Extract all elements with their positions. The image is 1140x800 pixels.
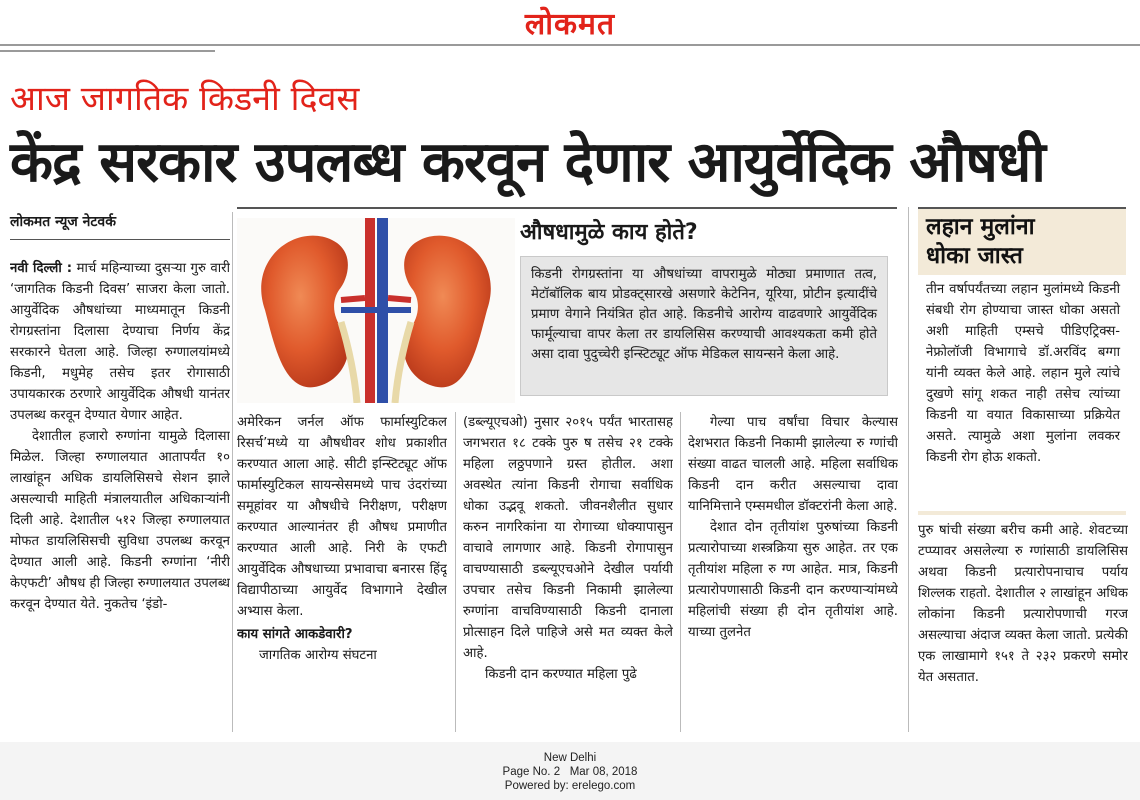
article-column-3 [463, 412, 673, 732]
sidebox [918, 207, 1126, 515]
photo-top-rule [237, 207, 897, 209]
column-divider [680, 412, 681, 732]
masthead-rule-short [0, 50, 215, 52]
article-paragraph: अमेरिकन जर्नल ऑफ फार्मास्युटिकल रिसर्च’मध्ये या औषधीवर शोध प्रकाशीत करण्यात आला आहे. सीटी इन्स्टिट्यूट ऑफ फार्मास्युटिकल सायन्सेसमध्ये पाच उंदरांच्या समूहांवर या औषधीचे निरीक्षण, परीक्षण करण्यात आल्यानंतर ही औषध प्रमाणीत करण्यात आली आहे. निरी के एफटी आयुर्वेदिक औषधाच्या प्रभावाचा बनारस हिंदू विद्यापीठाच्या आयुर्वेद विभागाने देखील अभ्यास केला. [237, 415, 447, 619]
article-paragraph: पुरु षांची संख्या बरीच कमी आहे. शेवटच्या टप्प्यावर असलेल्या रु ग्णांसाठी डायलिसिस अथवा किडनी प्रत्यारोपनाचाच पर्याय शिल्लक राहतो. देशातील २ लाखांहून अधिक लोकांना किडनी प्रत्यारोपणाची गरज असल्याचा अंदाज व्यक्त केला जातो. प्रत्येकी एक लाखामागे १५१ ते २३२ प्रकरणे समोर येत असतात. [918, 523, 1128, 685]
footer-city: New Delhi [543, 752, 597, 764]
column-divider [908, 207, 909, 732]
infobox-title: औषधामुळे काय होते? [520, 220, 698, 245]
article-kicker: आज जागतिक किडनी दिवस [10, 79, 360, 119]
kidney-icon [237, 218, 515, 403]
masthead-rule [0, 44, 1140, 46]
article-byline: लोकमत न्यूज नेटवर्क [10, 212, 230, 240]
paragraph-text: मार्च महिन्याच्या दुसऱ्या गुरु वारी ‘जागतिक किडनी दिवस’ साजरा केला जातो. आयुर्वेदिक औषधांच्या माध्यमातून किडनी रोगग्रस्तांना दिलासा देण्याचा निर्णय केंद्र सरकारने घेतला आहे. जिल्हा रुग्णालयांमध्ये किडनी, मधुमेह तसेच इतर रोगासाठी उपायकारक ठरणारे आयुर्वेदिक औषधी यानंतर उपलब्ध करवून देण्यात येणार आहेत. [10, 261, 230, 423]
sidebox-title-line: लहान मुलांना [926, 214, 1035, 240]
article-column-5 [918, 520, 1128, 735]
infobox-body: किडनी रोगग्रस्तांना या औषधांच्या वापरामुळे मोठ्या प्रमाणात तत्व, मेटॉबॉलिक बाय प्रोडक्ट्सारखे असणारे केटेनिन, यूरिया, प्रोटीन इत्यादींचे प्रमाण वेगाने नियंत्रित होत आहे. किडनीचे आरोग्य वाढवणारे आयुर्वेदिक फार्मूल्याचा वापर केला तर डायलिसिस करण्याची आवश्यकता कमी होते असा दावा पुदुच्चेरी इन्स्टिट्यूट ऑफ मेडिकल सायन्सने केला आहे. [531, 267, 877, 362]
footer-powered-by: Powered by: erelego.com [504, 780, 636, 792]
article-column-1 [10, 258, 230, 758]
article-paragraph: जागतिक आरोग्य संघटना [259, 648, 377, 663]
masthead-logo: लोकमत [524, 7, 616, 42]
article-column-4 [688, 412, 898, 732]
kidney-illustration [237, 218, 515, 403]
article-subheading: काय सांगते आकडेवारी? [237, 627, 353, 642]
sidebox-body: तीन वर्षापर्यंतच्या लहान मुलांमध्ये किडनी संबधी रोग होण्याचा जास्त धोका असतो अशी माहिती एम्सचे पीडिएट्रिक्स-नेफ्रोलॉजी विभागाचे डॉ.अरविंद बग्गा यांनी व्यक्त केले आहे. लहान मुले त्यांचे दुखणे सांगू शकत नाही तसेच त्यांच्या किडनी या वयात विकासाच्या प्रक्रियेत असते. त्यामुळे अशा मुलांना लवकर किडनी रोग होऊ शकतो. [918, 275, 1126, 511]
article-paragraph: देशात दोन तृतीयांश पुरुषांच्या किडनी प्रत्यारोपाच्या शस्त्रक्रिया सुरु आहेत. तर एक तृतीयांश महिला रु ग्ण आहेत. मात्र, किडनी प्रत्यारोपणासाठी किडनी दान करण्याऱ्यांमध्ये महिलांची संख्या ही दोन तृतीयांश आहे. याच्या तुलनेत [688, 520, 898, 640]
column-divider [455, 412, 456, 732]
column-divider [232, 212, 233, 732]
dateline: नवी दिल्ली : [10, 261, 72, 276]
article-paragraph: देशातील हजारो रुग्णांना यामुळे दिलासा मिळेल. जिल्हा रुग्णालयात आतापर्यंत १० लाखांहून अधिक डायलिसिसचे सेशन झाले असल्याची माहिती मंत्रालयातील अधिकाऱ्यांनी दिली आहे. देशातील ५१२ जिल्हा रुग्णालयात मोफत डायलिसिसची सुविधा उपलब्ध करवून देण्यात आली आहे. किडनी रुग्णांना ‘नीरी केएफटी’ औषध ही जिल्हा रुग्णालयात उपलब्ध करवून देण्यात येते. नुकतेच ‘इंडो- [10, 429, 230, 612]
article-paragraph: (डब्ल्यूएचओ) नुसार २०१५ पर्यंत भारतासह जगभरात १८ टक्के पुरु ष तसेच २१ टक्के महिला लठ्ठपणाने ग्रस्त होतील. अशा अवस्थेत त्यांना किडनी रोगाचा सर्वाधिक धोका उद्भवू शकतो. जीवनशैलीत सुधार करुन नागरिकांना या रोगाच्या धोक्यापासुन वाचावे लागणार आहे. किडनी रोगापासुन वाचण्यासाठी डब्ल्यूएचओने देखील पर्यायी उपचार तसेच किडनी निकामी झालेल्या रुग्णांना वाचविण्यासाठी किडनी दानाला प्रोत्साहन दिले पाहिजे असे मत व्यक्त केले आहे. [463, 415, 673, 661]
article-paragraph: गेल्या पाच वर्षांचा विचार केल्यास देशभरात किडनी निकामी झालेल्या रु ग्णांची संख्या वाढत चालली आहे. महिला सर्वाधिक किडनी दान करीत असल्याचा दावा यानिमित्ताने एम्समधील डॉक्टरांनी केला आहे. [688, 415, 898, 514]
page-footer [0, 751, 1140, 793]
sidebox-title-line: धोका जास्त [926, 243, 1023, 269]
footer-page-date [0, 765, 1140, 779]
article-paragraph [10, 258, 230, 426]
footer-date: Mar 08, 2018 [569, 766, 638, 778]
sidebox-title [926, 213, 1118, 271]
article-paragraph: किडनी दान करण्यात महिला पुढे [485, 667, 637, 682]
footer-page: Page No. 2 [502, 766, 561, 778]
article-headline: केंद्र सरकार उपलब्ध करवून देणार आयुर्वेदिक औषधी [10, 130, 1045, 195]
article-column-2 [237, 412, 447, 732]
infobox [520, 256, 888, 396]
